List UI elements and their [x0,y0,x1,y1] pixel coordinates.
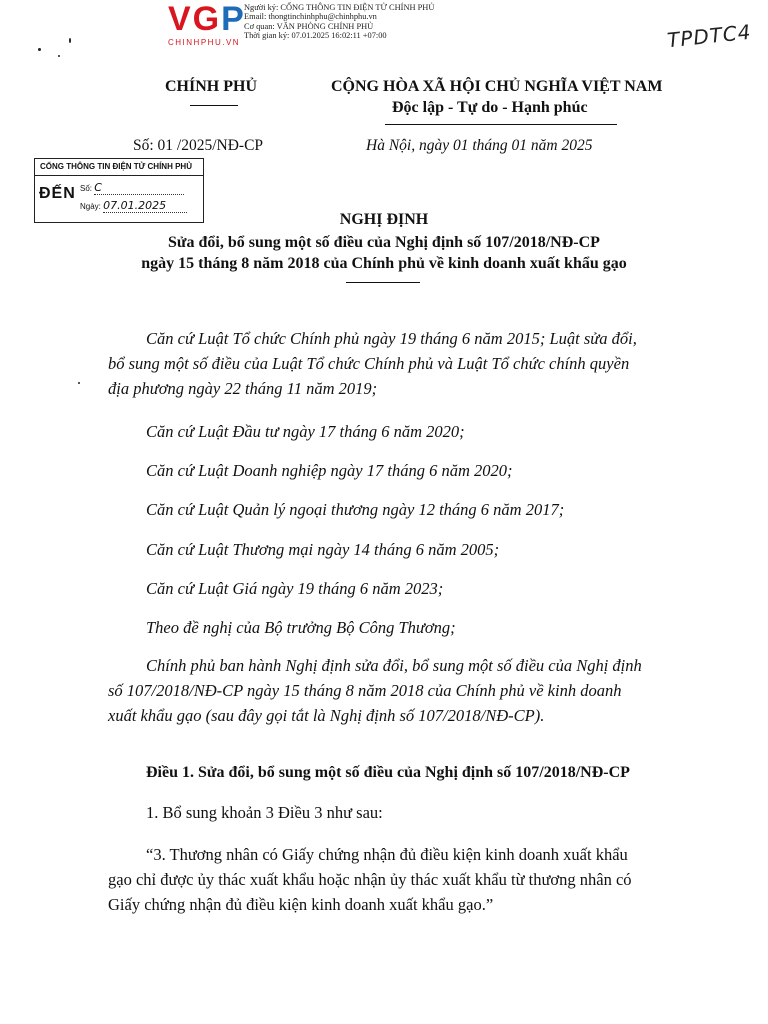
paragraph-line: Chính phủ ban hành Nghị định sửa đổi, bổ sung một số điều của Nghị định [146,656,642,675]
paragraph-line: số 107/2018/NĐ-CP ngày 15 tháng 8 năm 2018 của Chính phủ về kinh doanh [108,681,622,700]
motto-underline [385,124,617,125]
national-motto: Độc lập - Tự do - Hạnh phúc [392,99,588,116]
preamble-paragraph [108,653,642,728]
preamble-paragraph: Căn cứ Luật Quản lý ngoại thương ngày 12 tháng 6 năm 2017; [146,500,565,519]
stamp-header: CỔNG THÔNG TIN ĐIỆN TỬ CHÍNH PHỦ [35,159,203,176]
document-title: NGHỊ ĐỊNH [339,211,429,228]
stamp-date-label: Ngày: [80,202,101,211]
title-underline [346,282,420,283]
agency-underline [190,105,238,106]
digital-signature-block [244,3,434,41]
paragraph-line: bổ sung một số điều của Luật Tổ chức Chính phủ và Luật Tổ chức chính quyền [108,354,630,373]
issuing-agency: CHÍNH PHỦ [165,78,257,95]
paragraph-line: Căn cứ Luật Tổ chức Chính phủ ngày 19 tháng 6 năm 2015; Luật sửa đổi, [146,329,637,348]
subtitle-line: ngày 15 tháng 8 năm 2018 của Chính phủ về kinh doanh xuất khẩu gạo [141,255,627,272]
scan-speck [69,38,71,43]
national-title: CỘNG HÒA XÃ HỘI CHỦ NGHĨA VIỆT NAM [331,78,663,95]
stamp-date-value: 07.01.2025 [103,199,167,212]
article-heading: Điều 1. Sửa đổi, bổ sung một số điều của Nghị định số 107/2018/NĐ-CP [146,764,630,781]
document-number: Số: 01 /2025/NĐ-CP [133,137,264,154]
stamp-number-value: C [94,181,102,194]
preamble-paragraph: Căn cứ Luật Giá ngày 19 tháng 6 năm 2023; [146,579,444,598]
subtitle-line: Sửa đổi, bổ sung một số điều của Nghị định số 107/2018/NĐ-CP [168,234,600,251]
scan-speck [58,55,60,57]
preamble-paragraph: Căn cứ Luật Đầu tư ngày 17 tháng 6 năm 2020; [146,422,465,441]
quote-line: “3. Thương nhân có Giấy chứng nhận đủ điều kiện kinh doanh xuất khẩu [146,845,628,864]
vgp-logo-subtitle: CHINHPHU.VN [168,38,241,47]
clause-heading: 1. Bổ sung khoản 3 Điều 3 như sau: [146,803,383,822]
stamp-den-label: ĐẾN [39,185,76,202]
quote-line: gạo chỉ được ủy thác xuất khẩu hoặc nhận ủy thác xuất khẩu từ thương nhân có [108,870,632,889]
paragraph-line: địa phương ngày 22 tháng 11 năm 2019; [108,379,378,398]
document-subtitle [0,232,768,274]
signature-agency: Cơ quan: VĂN PHÒNG CHÍNH PHỦ [244,21,374,31]
preamble-paragraph: Theo đề nghị của Bộ trưởng Bộ Công Thương; [146,618,456,637]
handwritten-note: TPDTC4 [666,19,754,53]
issue-date: Hà Nội, ngày 01 tháng 01 năm 2025 [366,137,593,154]
paragraph-line: xuất khẩu gạo (sau đây gọi tắt là Nghị định số 107/2018/NĐ-CP). [108,706,545,725]
quote-line: Giấy chứng nhận đủ điều kiện kinh doanh xuất khẩu gạo.” [108,895,494,914]
preamble-paragraph: Căn cứ Luật Doanh nghiệp ngày 17 tháng 6 năm 2020; [146,461,513,480]
signature-email: Email: thongtinchinhphu@chinhphu.vn [244,12,377,22]
vgp-logo-mark: VGP [168,0,246,38]
stamp-number-label: Số: [80,184,93,193]
stamp-number-line [94,181,184,195]
signature-signer: Người ký: CỔNG THÔNG TIN ĐIỆN TỬ CHÍNH PHỦ [244,3,435,12]
signature-time: Thời gian ký: 07.01.2025 16:02:11 +07:00 [244,31,387,41]
stamp-number-field [80,181,184,195]
quoted-amendment [108,842,632,917]
scan-speck [78,382,80,384]
preamble-paragraph [108,326,637,401]
preamble-paragraph: Căn cứ Luật Thương mại ngày 14 tháng 6 năm 2005; [146,540,500,559]
scan-speck [38,48,41,51]
